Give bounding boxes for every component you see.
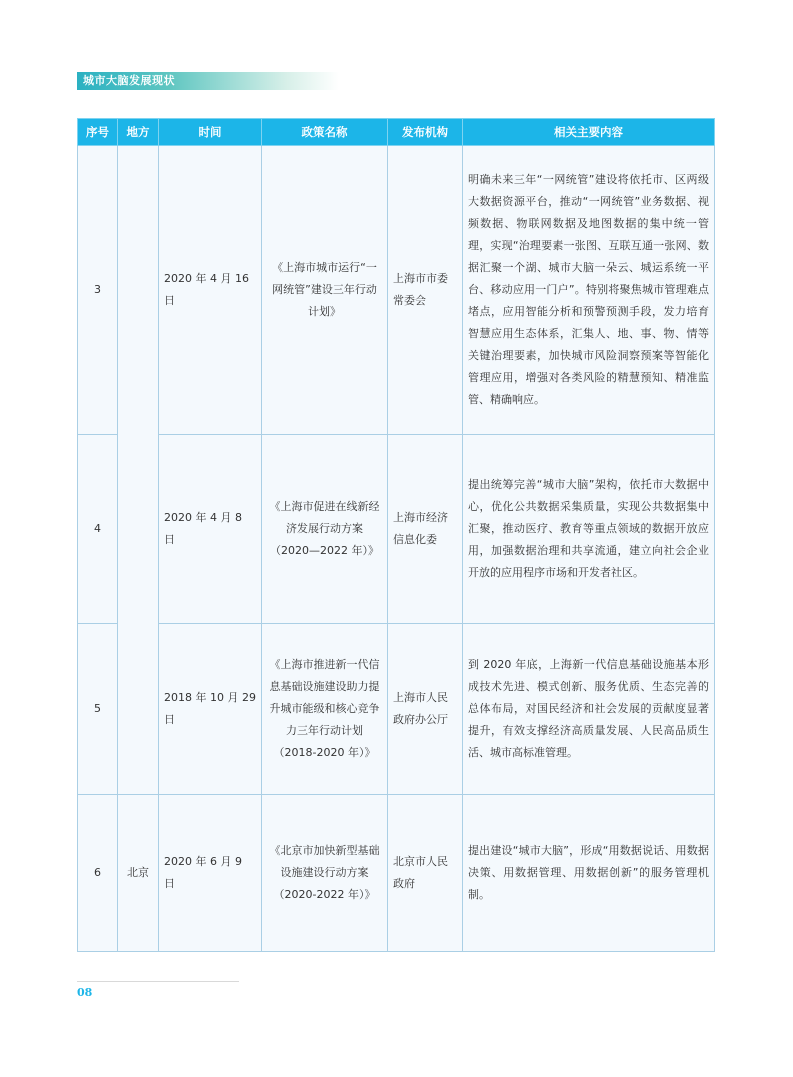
row-no: 4 <box>78 435 118 624</box>
row-policy-name: 《上海市城市运行“一网统管”建设三年行动计划》 <box>262 146 388 435</box>
row-agency: 上海市市委常委会 <box>388 146 463 435</box>
row-content: 明确未来三年“一网统管”建设将依托市、区两级大数据资源平台，推动“一网统管”业务数据、视频数据、物联网数据及地图数据的集中统一管理，实现“治理要素一张图、互联互通一张网、数据汇聚一个湖、城市大脑一朵云、城运系统一平台、移动应用一门户”。特别将聚焦城市管理难点堵点，应用智能分析和预警预测手段，发力培育智慧应用生态体系，汇集人、地、事、物、情等关键治理要素，加快城市风险洞察预案等智能化管理应用，增强对各类风险的精慧预知、精准监管、精确响应。 <box>463 146 715 435</box>
section-banner <box>77 72 339 90</box>
row-no: 3 <box>78 146 118 435</box>
row-region <box>118 146 159 795</box>
row-policy-name: 《北京市加快新型基础设施建设行动方案（2020-2022 年）》 <box>262 795 388 952</box>
row-agency: 上海市经济信息化委 <box>388 435 463 624</box>
table-header-row <box>78 119 715 146</box>
header-content: 相关主要内容 <box>463 119 715 146</box>
section-title: 城市大脑发展现状 <box>83 74 175 87</box>
table-row <box>78 435 715 624</box>
policy-table <box>77 118 715 952</box>
row-region: 北京 <box>118 795 159 952</box>
header-policy-name: 政策名称 <box>262 119 388 146</box>
table-row <box>78 146 715 435</box>
footer-divider <box>77 981 239 982</box>
header-region: 地方 <box>118 119 159 146</box>
row-no: 6 <box>78 795 118 952</box>
row-no: 5 <box>78 624 118 795</box>
row-date: 2020 年 4 月 16 日 <box>159 146 262 435</box>
header-date: 时间 <box>159 119 262 146</box>
row-agency: 上海市人民政府办公厅 <box>388 624 463 795</box>
row-date: 2020 年 4 月 8 日 <box>159 435 262 624</box>
table-row <box>78 795 715 952</box>
page-number: 08 <box>77 986 93 999</box>
row-policy-name: 《上海市促进在线新经济发展行动方案（2020—2022 年）》 <box>262 435 388 624</box>
row-date: 2018 年 10 月 29 日 <box>159 624 262 795</box>
row-content: 到 2020 年底，上海新一代信息基础设施基本形成技术先进、模式创新、服务优质、生态完善的总体布局，对国民经济和社会发展的贡献度显著提升，有效支撑经济高质量发展、人民高品质生活、城市高标准管理。 <box>463 624 715 795</box>
row-date: 2020 年 6 月 9 日 <box>159 795 262 952</box>
row-content: 提出建设“城市大脑”，形成“用数据说话、用数据决策、用数据管理、用数据创新”的服务管理机制。 <box>463 795 715 952</box>
header-agency: 发布机构 <box>388 119 463 146</box>
row-content: 提出统筹完善“城市大脑”架构，依托市大数据中心，优化公共数据采集质量，实现公共数据集中汇聚，推动医疗、教育等重点领域的数据开放应用，加强数据治理和共享流通，建立向社会企业开放的应用程序市场和开发者社区。 <box>463 435 715 624</box>
row-agency: 北京市人民政府 <box>388 795 463 952</box>
header-no: 序号 <box>78 119 118 146</box>
table-row <box>78 624 715 795</box>
row-policy-name: 《上海市推进新一代信息基础设施建设助力提升城市能级和核心竞争力三年行动计划（2018-2020 年）》 <box>262 624 388 795</box>
